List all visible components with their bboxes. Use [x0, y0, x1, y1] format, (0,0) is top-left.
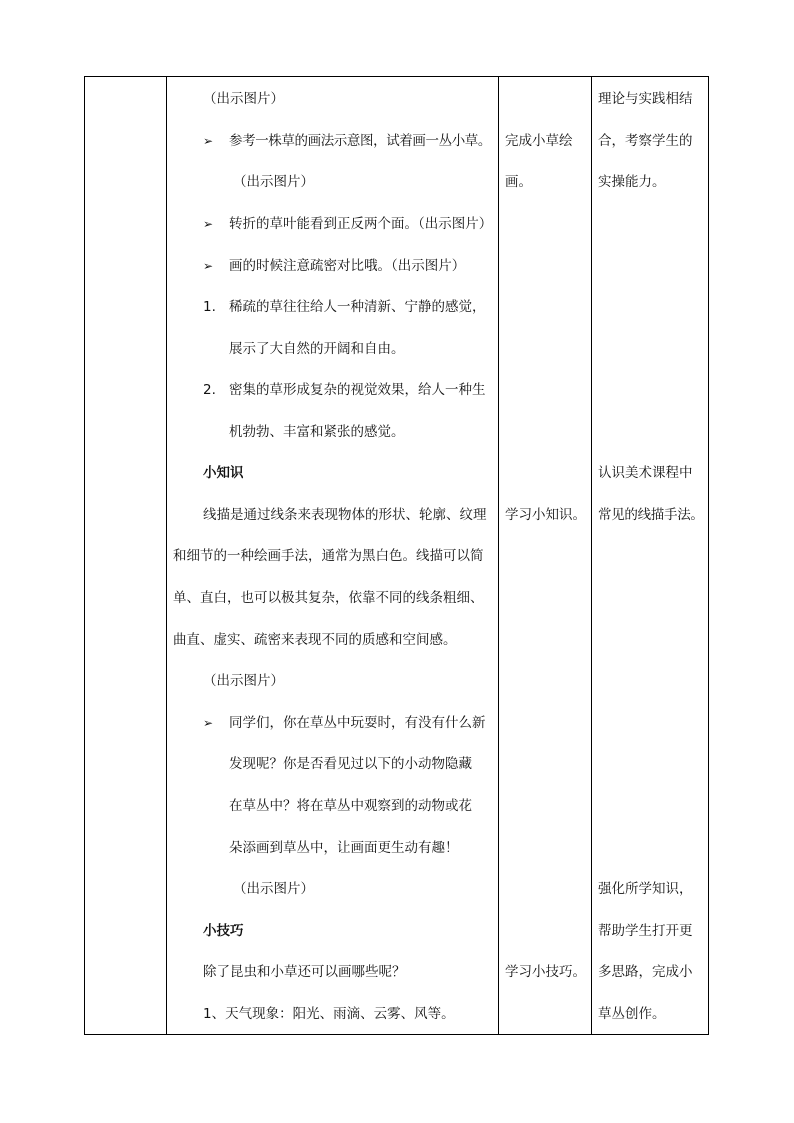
content-line: 曲直、虚实、疏密来表现不同的质感和空间感。 [173, 632, 457, 648]
content-line: 机勃勃、丰富和紧张的感觉。 [229, 424, 405, 440]
list-number: 1. [203, 299, 216, 315]
activity-cell [499, 77, 592, 1035]
content-line: （出示图片） [203, 673, 284, 689]
content-line: 发现呢？你是否看见过以下的小动物隐藏 [229, 756, 472, 772]
bullet-arrow-icon: ➢ [203, 716, 214, 730]
content-line: 密集的草形成复杂的视觉效果，给人一种生 [229, 382, 486, 398]
intent-line: 常见的线描手法。 [598, 507, 704, 523]
content-line: 和细节的一种绘画手法，通常为黑白色。线描可以简 [173, 548, 484, 564]
content-line: 参考一株草的画法示意图，试着画一丛小草。 [229, 133, 491, 149]
intent-line: 合，考察学生的 [598, 133, 693, 149]
activity-line: 学习小知识。 [505, 507, 586, 523]
intent-line: 理论与实践相结 [598, 91, 693, 107]
list-number: 2. [203, 382, 216, 398]
content-line: 1、天气现象：阳光、雨滴、云雾、风等。 [203, 1006, 455, 1022]
bullet-arrow-icon: ➢ [203, 217, 214, 231]
content-line: 稀疏的草往往给人一种清新、宁静的感觉， [229, 299, 486, 315]
table-row [85, 77, 709, 1035]
content-line: 在草丛中？将在草丛中观察到的动物或花 [229, 798, 472, 814]
activity-line: 完成小草绘 [505, 133, 573, 149]
stage-cell [85, 77, 167, 1035]
content-line: 除了昆虫和小草还可以画哪些呢？ [203, 964, 406, 980]
activity-line: 画。 [505, 174, 532, 190]
content-line: （出示图片） [203, 91, 284, 107]
intent-line: 帮助学生打开更 [598, 923, 693, 939]
content-line: 转折的草叶能看到正反两个面。（出示图片） [229, 216, 493, 232]
content-line: 同学们，你在草丛中玩耍时，有没有什么新 [229, 715, 486, 731]
intent-line: 实操能力。 [598, 174, 666, 190]
intent-line: 强化所学知识， [598, 881, 693, 897]
content-line: 单、直白，也可以极其复杂，依靠不同的线条粗细、 [173, 590, 484, 606]
content-line: 朵添画到草丛中，让画面更生动有趣！ [229, 840, 459, 856]
activity-line: 学习小技巧。 [505, 964, 586, 980]
intent-line: 多思路，完成小 [598, 964, 693, 980]
lesson-plan-table [84, 76, 709, 1035]
content-line: 线描是通过线条来表现物体的形状、轮廓、纹理 [203, 507, 487, 523]
content-line: （出示图片） [233, 174, 314, 190]
bullet-arrow-icon: ➢ [203, 259, 214, 273]
intent-line: 草丛创作。 [598, 1006, 666, 1022]
content-line: （出示图片） [233, 881, 314, 897]
content-line: 展示了大自然的开阔和自由。 [229, 341, 405, 357]
intent-cell [592, 77, 709, 1035]
bullet-arrow-icon: ➢ [203, 134, 214, 148]
content-cell [167, 77, 499, 1035]
section-heading: 小知识 [203, 465, 244, 481]
intent-line: 认识美术课程中 [598, 465, 693, 481]
section-heading: 小技巧 [203, 923, 244, 939]
content-line: 画的时候注意疏密对比哦。（出示图片） [229, 258, 466, 274]
